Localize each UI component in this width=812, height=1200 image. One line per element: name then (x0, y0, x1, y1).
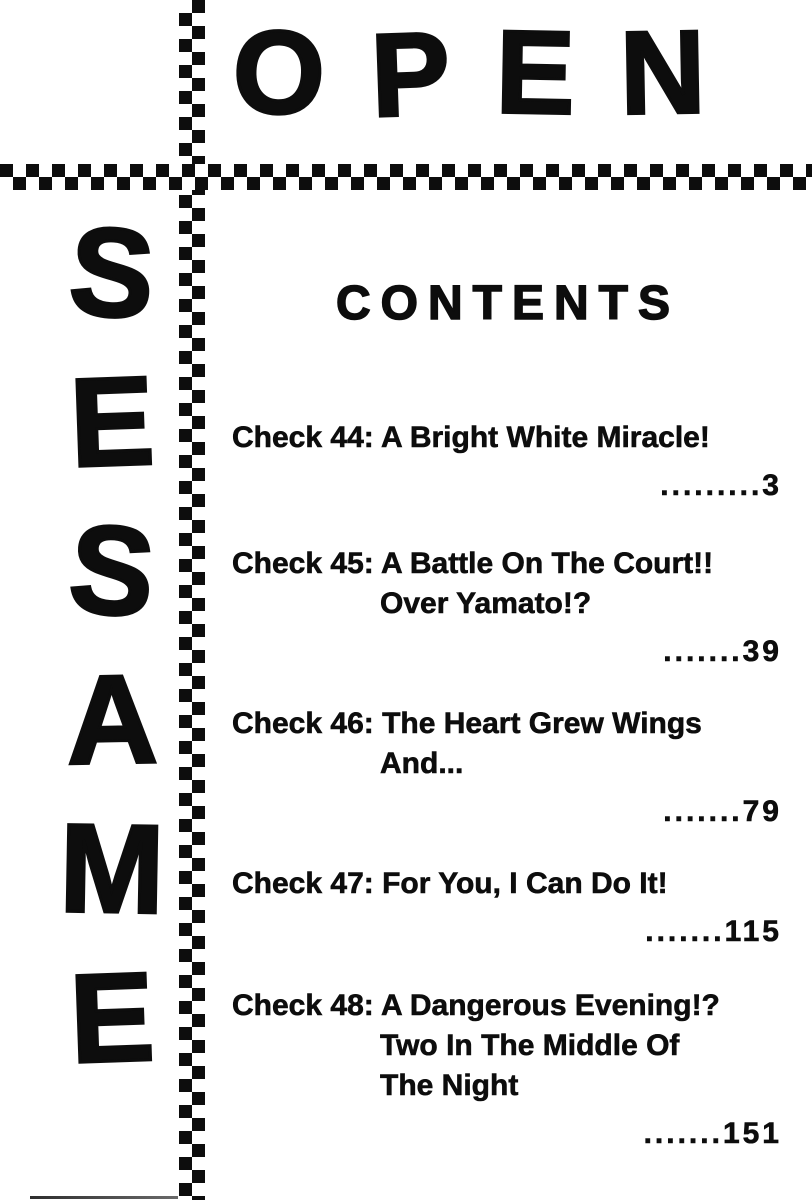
toc-entry-check-47 (232, 864, 782, 952)
toc-entry-page-number: .......39 (663, 635, 782, 668)
sesame-letter-e1: E (67, 349, 157, 493)
toc-entry-page-number: .......151 (643, 1117, 782, 1150)
open-letter-e: E (494, 6, 576, 140)
contents-heading: CONTENTS (336, 277, 680, 330)
sesame-letter-s1: S (65, 198, 159, 346)
toc-entry-check-48 (232, 986, 782, 1154)
open-letter-p: P (368, 7, 452, 143)
open-letter-o: O (230, 5, 328, 141)
toc-entry-page-number: .......115 (645, 915, 782, 948)
sesame-letter-s2: S (64, 496, 161, 644)
toc-entry-title: Check 45: A Battle On The Court!! (232, 547, 714, 580)
toc-entry-title: Check 46: The Heart Grew Wings (232, 707, 702, 740)
title-sesame-vertical (42, 198, 182, 1092)
toc-entry-title: Check 44: A Bright White Miracle! (232, 421, 710, 454)
toc-entry-title-continued: Over Yamato!? (380, 587, 592, 620)
toc-entry-title: Check 47: For You, I Can Do It! (232, 867, 668, 900)
toc-entry-check-45 (232, 544, 782, 672)
sesame-letter-e2: E (67, 945, 157, 1089)
sesame-letter-m: M (58, 796, 166, 940)
sesame-letter-a: A (65, 647, 159, 791)
page-edge-line (30, 1196, 178, 1199)
open-letter-n: N (619, 6, 707, 140)
checker-band-horizontal (0, 164, 812, 190)
toc-entry-title-continued: And... (380, 747, 464, 780)
toc-entry-page-number: .........3 (660, 469, 782, 502)
toc-entry-page-number: .......79 (663, 795, 782, 828)
toc-entry-check-46 (232, 704, 782, 832)
toc-entry-check-44 (232, 418, 782, 506)
title-open (230, 5, 707, 144)
toc-entry-title-continued: Two In The Middle Of (380, 1029, 680, 1062)
toc-entry-title: Check 48: A Dangerous Evening!? (232, 989, 720, 1022)
toc-entry-title-continued-2: The Night (380, 1069, 519, 1102)
